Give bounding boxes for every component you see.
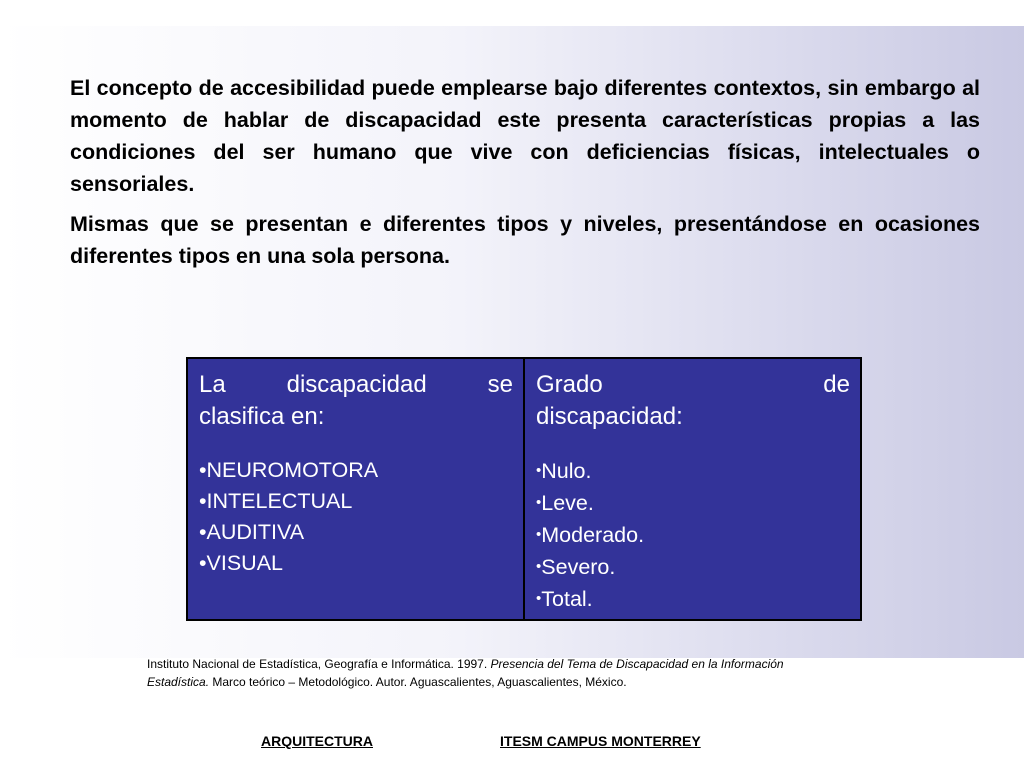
footer-campus: ITESM CAMPUS MONTERREY bbox=[500, 733, 701, 749]
paragraph-concept: El concepto de accesibilidad puede emplearse bajo diferentes contextos, sin embargo al momento de hablar de discapacidad este presenta características propias a las condiciones del ser humano que vive con deficiencias físicas, intelectuales o sensoriales. bbox=[70, 76, 980, 196]
list-item: • VISUAL bbox=[199, 548, 513, 579]
degree-list bbox=[536, 455, 850, 615]
footer-department: ARQUITECTURA bbox=[261, 733, 373, 749]
classification-cell bbox=[187, 358, 524, 620]
list-item: • NEUROMOTORA bbox=[199, 455, 513, 486]
classification-title bbox=[199, 369, 513, 433]
citation-prefix: Instituto Nacional de Estadística, Geografía e Informática. 1997. bbox=[147, 657, 491, 671]
source-citation bbox=[147, 655, 847, 691]
list-item: • Severo. bbox=[536, 551, 850, 583]
list-item: • Moderado. bbox=[536, 519, 850, 551]
classification-table bbox=[186, 357, 862, 621]
citation-suffix: Marco teórico – Metodológico. Autor. Aguascalientes, Aguascalientes, México. bbox=[209, 675, 627, 689]
classification-title-line2: clasifica en: bbox=[199, 403, 325, 430]
degree-title-line2: discapacidad: bbox=[536, 403, 683, 430]
list-item: • AUDITIVA bbox=[199, 517, 513, 548]
table-row bbox=[187, 358, 861, 620]
list-item: • INTELECTUAL bbox=[199, 486, 513, 517]
degree-title bbox=[536, 369, 850, 433]
degree-title-line1: Grado de bbox=[536, 371, 850, 398]
list-item: • Total. bbox=[536, 583, 850, 615]
classification-title-line1: La discapacidad se bbox=[199, 371, 513, 398]
list-item: • Leve. bbox=[536, 487, 850, 519]
list-item: • Nulo. bbox=[536, 455, 850, 487]
classification-list bbox=[199, 455, 513, 579]
citation-title: Presencia del Tema de Discapacidad en la Información Estadística. bbox=[147, 657, 784, 689]
paragraph-types: Mismas que se presentan e diferentes tipos y niveles, presentándose en ocasiones diferentes tipos en una sola persona. bbox=[70, 212, 980, 268]
intro-text-block bbox=[70, 72, 980, 280]
degree-cell bbox=[524, 358, 861, 620]
